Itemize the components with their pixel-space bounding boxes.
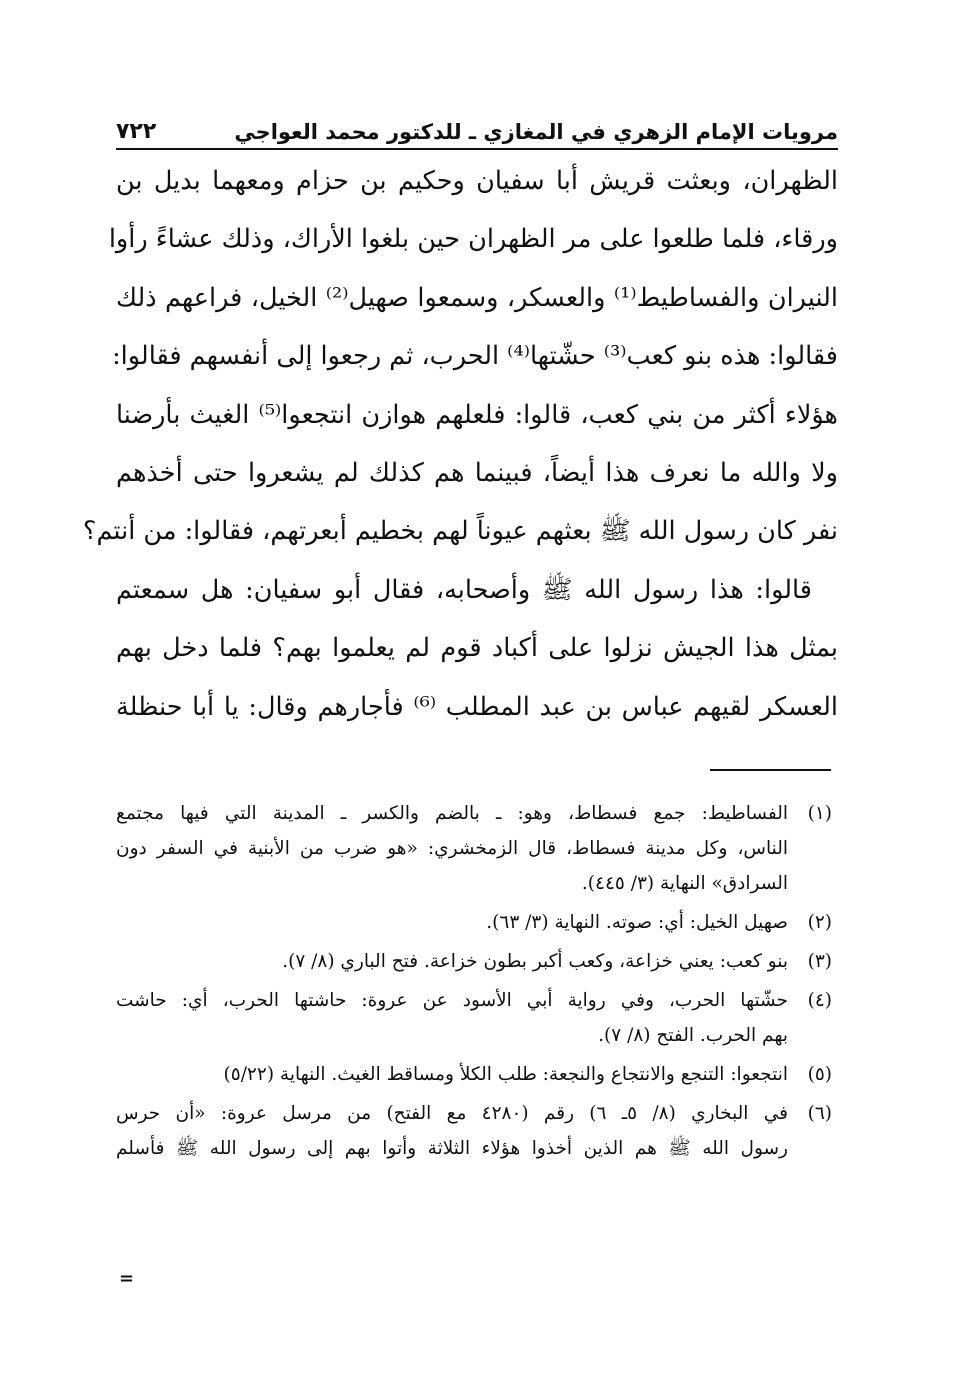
footnote-number: (٣) [807,951,832,972]
footnote-body [116,1096,788,1166]
text-line: فقالوا: هذه بنو كعب⁽³⁾ حشّتها⁽⁴⁾ الحرب، ثم رجعوا إلى أنفسهم فقالوا: [112,341,838,372]
text-line: نفر كان رسول الله ﷺ بعثهم عيوناً لهم بخطيم أبعرتهم، فقالوا: من أنتم؟ [82,516,838,547]
footnote-number: (٦) [807,1103,832,1124]
text-line: العسكر لقيهم عباس بن عبد المطلب ⁽⁶⁾ فأجارهم وقال: يا أبا حنظلة [116,691,838,722]
footnote-2 [116,905,832,940]
footnote-number: (١) [807,803,832,824]
footnote-number: (٥) [807,1064,832,1085]
footnote-6 [116,1096,832,1166]
footnote-line: بهم الحرب. الفتح (٨/ ٧). [598,1025,788,1046]
footnote-body [116,905,788,940]
footnote-1 [116,796,832,901]
text-line: ولا والله ما نعرف هذا أيضاً، فبينما هم كذلك لم يشعروا حتى أخذهم [116,457,838,488]
footnote-number: (٤) [807,990,832,1011]
footnote-line: انتجعوا: التنجع والانتجاع والنجعة: طلب الكلأ ومساقط الغيث. النهاية (٥/٢٢) [223,1064,788,1085]
footnote-number: (٢) [807,912,832,933]
text-line: هؤلاء أكثر من بني كعب، قالوا: فلعلهم هوازن انتجعوا⁽⁵⁾ الغيث بأرضنا [116,399,838,430]
footnote-body [116,983,788,1053]
footnote-line: حشّتها الحرب، وفي رواية أبي الأسود عن عروة: حاشتها الحرب، أي: حاشت [116,990,788,1011]
text-line: الظهران، وبعثت قريش أبا سفيان وحكيم بن حزام ومعهما بديل بن [116,166,838,196]
footnote-body [116,796,788,901]
continuation-mark: = [119,1268,135,1289]
footnote-3 [116,944,832,979]
text-line: ورقاء، فلما طلعوا على مر الظهران حين بلغوا الأراك، وذلك عشاءً رأوا [108,224,838,255]
footnote-line: رسول الله ﷺ هم الذين أخذوا هؤلاء الثلاثة وأتوا بهم إلى رسول الله ﷺ فأسلم [116,1138,788,1159]
text-line: النيران والفساطيط⁽¹⁾ والعسكر، وسمعوا صهيل⁽²⁾ الخيل، فراعهم ذلك [116,282,838,313]
running-header [116,108,838,150]
footnote-line: الناس، وكل مدينة فسطاط، قال الزمخشري: «هو ضرب من الأبنية في السفر دون [116,838,788,859]
header-title: مرويات الإمام الزهري في المغازي ـ للدكتور محمد العواجي [234,120,838,144]
page-number: ٧٢٢ [116,119,157,144]
footnote-body [116,944,788,979]
footnote-5 [116,1057,832,1092]
footnotes [116,796,832,1170]
paragraph-first-line: قالوا: هذا رسول الله ﷺ وأصحابه، فقال أبو سفيان: هل سمعتم [116,574,812,605]
footnote-line: بنو كعب: يعني خزاعة، وكعب أكبر بطون خزاعة. فتح الباري (٨/ ٧). [282,951,788,972]
text-line: بمثل هذا الجيش نزلوا على أكباد قوم لم يعلموا بهم؟ فلما دخل بهم [116,633,838,664]
footnote-4 [116,983,832,1053]
footnote-body [116,1057,788,1092]
footnote-line: السرادق» النهاية (٣/ ٤٤٥). [581,873,788,894]
main-text [82,152,838,736]
footnote-separator [710,769,831,771]
footnote-line: في البخاري (٨/ ٥ـ ٦) رقم (٤٢٨٠ مع الفتح) من مرسل عروة: «أن حرس [116,1103,788,1124]
footnote-line: الفساطيط: جمع فسطاط، وهو: ـ بالضم والكسر ـ المدينة التي فيها مجتمع [116,803,788,824]
footnote-line: صهيل الخيل: أي: صوته. النهاية (٣/ ٦٣). [486,912,788,933]
